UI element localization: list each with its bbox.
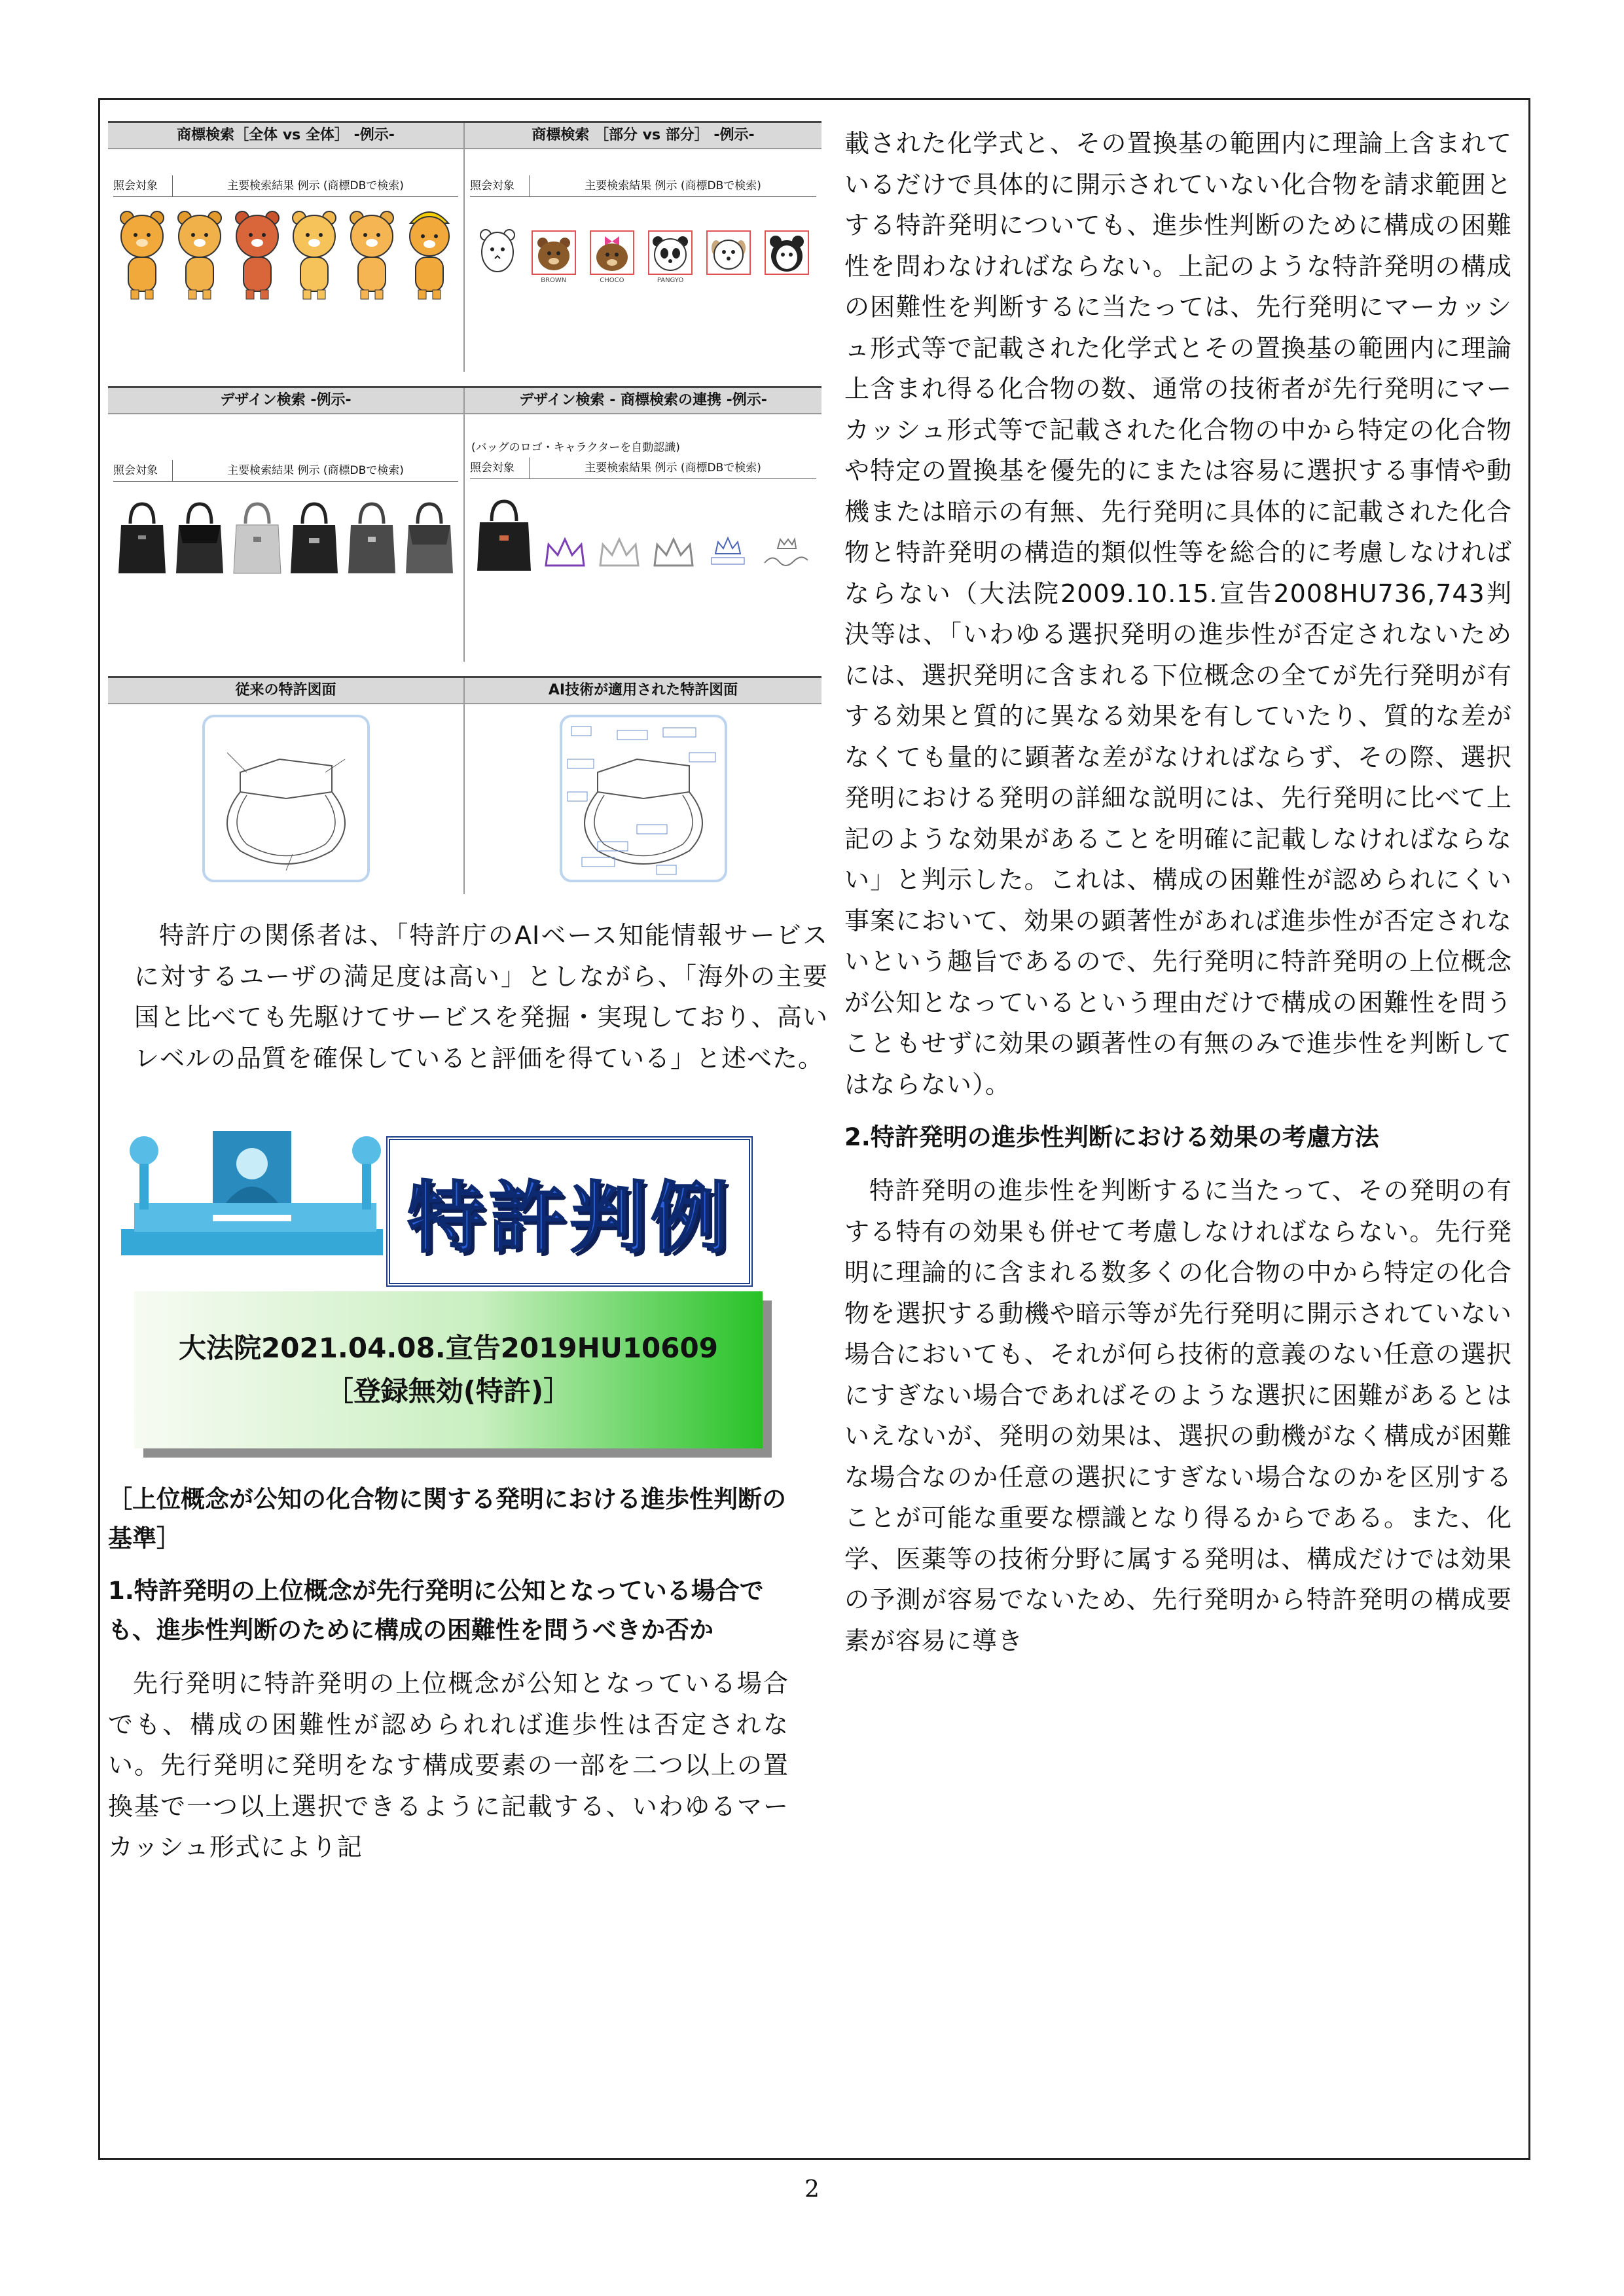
page-number: 2 (804, 2176, 820, 2203)
query-face (477, 223, 518, 285)
panel-title: AI技術が適用された特許図面 (465, 678, 821, 704)
figure-panel-conventional-drawing (108, 678, 465, 894)
result-dog (706, 230, 751, 285)
handbag-icon (116, 497, 168, 576)
figure-row-2 (108, 386, 821, 662)
case-reference-box (134, 1291, 763, 1448)
handbag-icon (231, 497, 283, 576)
result-pangyo: PANGYO (647, 230, 693, 285)
logo-results (465, 479, 821, 577)
crown-icon (542, 534, 588, 573)
case-type: ［登録無効(特許)］ (325, 1375, 571, 1407)
panel-subheader: 照会対象 主要検索結果 例示 (商標DBで検索) (470, 457, 816, 479)
right-body-paragraph-2: 特許発明の進歩性を判断するに当たって、その発明の有する特有の効果も併せて考慮しなければならない。先行発明に理論的に含まれる数多くの化合物の中から特定の化合物を選択する動機や暗示等が先行発明に開示されていない場合においても、それが何ら技術的意義のない任意の選択にすぎない場合であればそのような選択に困難があるとはいえないが、発明の効果は、選択の動機がなく構成が困難な場合なのか任意の選択にすぎない場合なのかを区別することが可能な重要な標識となり得るからである。また、化学、医薬等の技術分野に属する発明は、構成だけでは効果の予測が容易でないため、先行発明から特許発明の構成要素が容易に導き (844, 1176, 1512, 1655)
brown-bear-icon (531, 230, 577, 276)
banner-title: 特許判例 (406, 1172, 732, 1263)
figure-panel-trademark-whole (108, 123, 465, 372)
right-column (844, 123, 1512, 1661)
crown-icon (596, 534, 642, 573)
handbag-icon (173, 497, 226, 576)
crown-logo-icon (705, 534, 751, 573)
panel-note: (バッグのロゴ・キャラクターを自動認識) (471, 441, 680, 454)
panda-icon (647, 230, 693, 276)
handbag-icon (403, 497, 456, 576)
bear-character-icon (349, 204, 395, 302)
case-law-banner (108, 1105, 828, 1285)
left-body-paragraph: 先行発明に特許発明の上位概念が公知となっている場合でも、構成の困難性が認められれば進歩性は否定されない。先行発明に発明をなす構成要素の一部を二つ以上の置換基で一つ以上選択できるように記載する、いわゆるマーカッシュ形式により記 (108, 1669, 789, 1861)
subsection-heading-2: 2.特許発明の進歩性判断における効果の考慮方法 (844, 1123, 1379, 1151)
panel-title: 従来の特許図面 (108, 678, 463, 704)
princess-logo-icon (759, 534, 812, 573)
judge-bench-illustration (115, 1105, 396, 1268)
case-number: 大法院2021.04.08.宣告2019HU10609 (179, 1332, 718, 1364)
section-heading: ［上位概念が公知の化合物に関する発明における進歩性判断の基準］ (108, 1485, 786, 1552)
bag-results (108, 482, 463, 580)
panel-subheader: 照会対象 主要検索結果 例示 (商標DBで検索) (470, 175, 816, 197)
bear-outline-icon (764, 230, 810, 276)
character-results (108, 197, 463, 306)
bear-face-icon (477, 223, 518, 276)
left-column (108, 121, 828, 1868)
panel-title: デザイン検索 - 商標検索の連携 -例示- (465, 388, 821, 414)
result-choco: CHOCO (589, 230, 635, 285)
result-brown: BROWN (531, 230, 577, 285)
handbag-icon (288, 497, 340, 576)
panel-subheader: 照会対象 主要検索結果 例示 (商標DBで検索) (113, 460, 458, 482)
figure-row-1 (108, 121, 821, 372)
bear-character-icon (291, 204, 337, 302)
patent-drawing-watch-annotated (558, 713, 729, 884)
bear-character-icon (406, 204, 452, 302)
face-results (465, 197, 821, 289)
result-bear-outline (764, 230, 810, 285)
figure-row-3 (108, 676, 821, 894)
crown-icon (651, 534, 696, 573)
figure-panel-design (108, 388, 465, 662)
handbag-icon (475, 495, 533, 573)
bear-character-icon (119, 204, 165, 302)
bear-character-icon (177, 204, 223, 302)
panel-subheader: 照会対象 主要検索結果 例示 (商標DBで検索) (113, 175, 458, 197)
patent-drawing-watch (201, 713, 371, 884)
right-body-paragraph-1: 載された化学式と、その置換基の範囲内に理論上含まれているだけで具体的に開示されていない化合物を請求範囲とする特許発明についても、進歩性判断のために構成の困難性を問わなければならない。上記のような特許発明の構成の困難性を判断するに当たっては、先行発明にマーカッシュ形式等で記載された化学式とその置換基の範囲内に理論上含まれ得る化合物の数、通常の技術者が先行発明にマーカッシュ形式等で記載された化合物の中から特定の化合物や特定の置換基を優先的にまたは容易に選択する事情や動機または暗示の有無、先行発明に具体的に記載された化合物と特許発明の構造的類似性等を総合的に考慮しなければならない（大法院2009.10.15.宣告2008HU736,743判決等は、「いわゆる選択発明の進歩性が否定されないためには、選択発明に含まれる下位概念の全てが先行発明が有する効果と質的に異なる効果を有していたり、質的な差がなくても量的に顕著な差がなければならず、その際、選択発明における発明の詳細な説明には、先行発明に比べて上記のような効果があることを明確に記載しなければならない」と判示した。これは、構成の困難性が認められにくい事案において、効果の顕著性があれば進歩性が否定されないという趣旨であるので、先行発明に特許発明の上位概念が公知となっているという理由だけで構成の困難性を問うこともせずに効果の顕著性の有無のみで進歩性を判断してはならない）。 (844, 129, 1512, 1099)
figure-panel-trademark-partial (465, 123, 821, 372)
bear-character-icon (234, 204, 280, 302)
figure-panel-ai-drawing (465, 678, 821, 894)
banner-title-box (386, 1136, 753, 1287)
handbag-icon (346, 497, 398, 576)
subsection-heading-1: 1.特許発明の上位概念が先行発明に公知となっている場合でも、進歩性判断のために構成の困難性を問うべきか否か (108, 1577, 764, 1644)
dog-face-icon (706, 230, 751, 276)
panel-title: 商標検索［全体 vs 全体］ -例示- (108, 123, 463, 149)
panel-title: デザイン検索 -例示- (108, 388, 463, 414)
panel-title: 商標検索 ［部分 vs 部分］ -例示- (465, 123, 821, 149)
choco-bear-icon (589, 230, 635, 276)
intro-paragraph: 特許庁の関係者は、「特許庁のAIベース知能情報サービスに対するユーザの満足度は高い」としながら、「海外の主要国と比べても先駆けてサービスを発掘・実現しており、高いレベルの品質を確保していると評価を得ている」と述べた。 (134, 921, 828, 1073)
figure-panel-design-trademark (465, 388, 821, 662)
